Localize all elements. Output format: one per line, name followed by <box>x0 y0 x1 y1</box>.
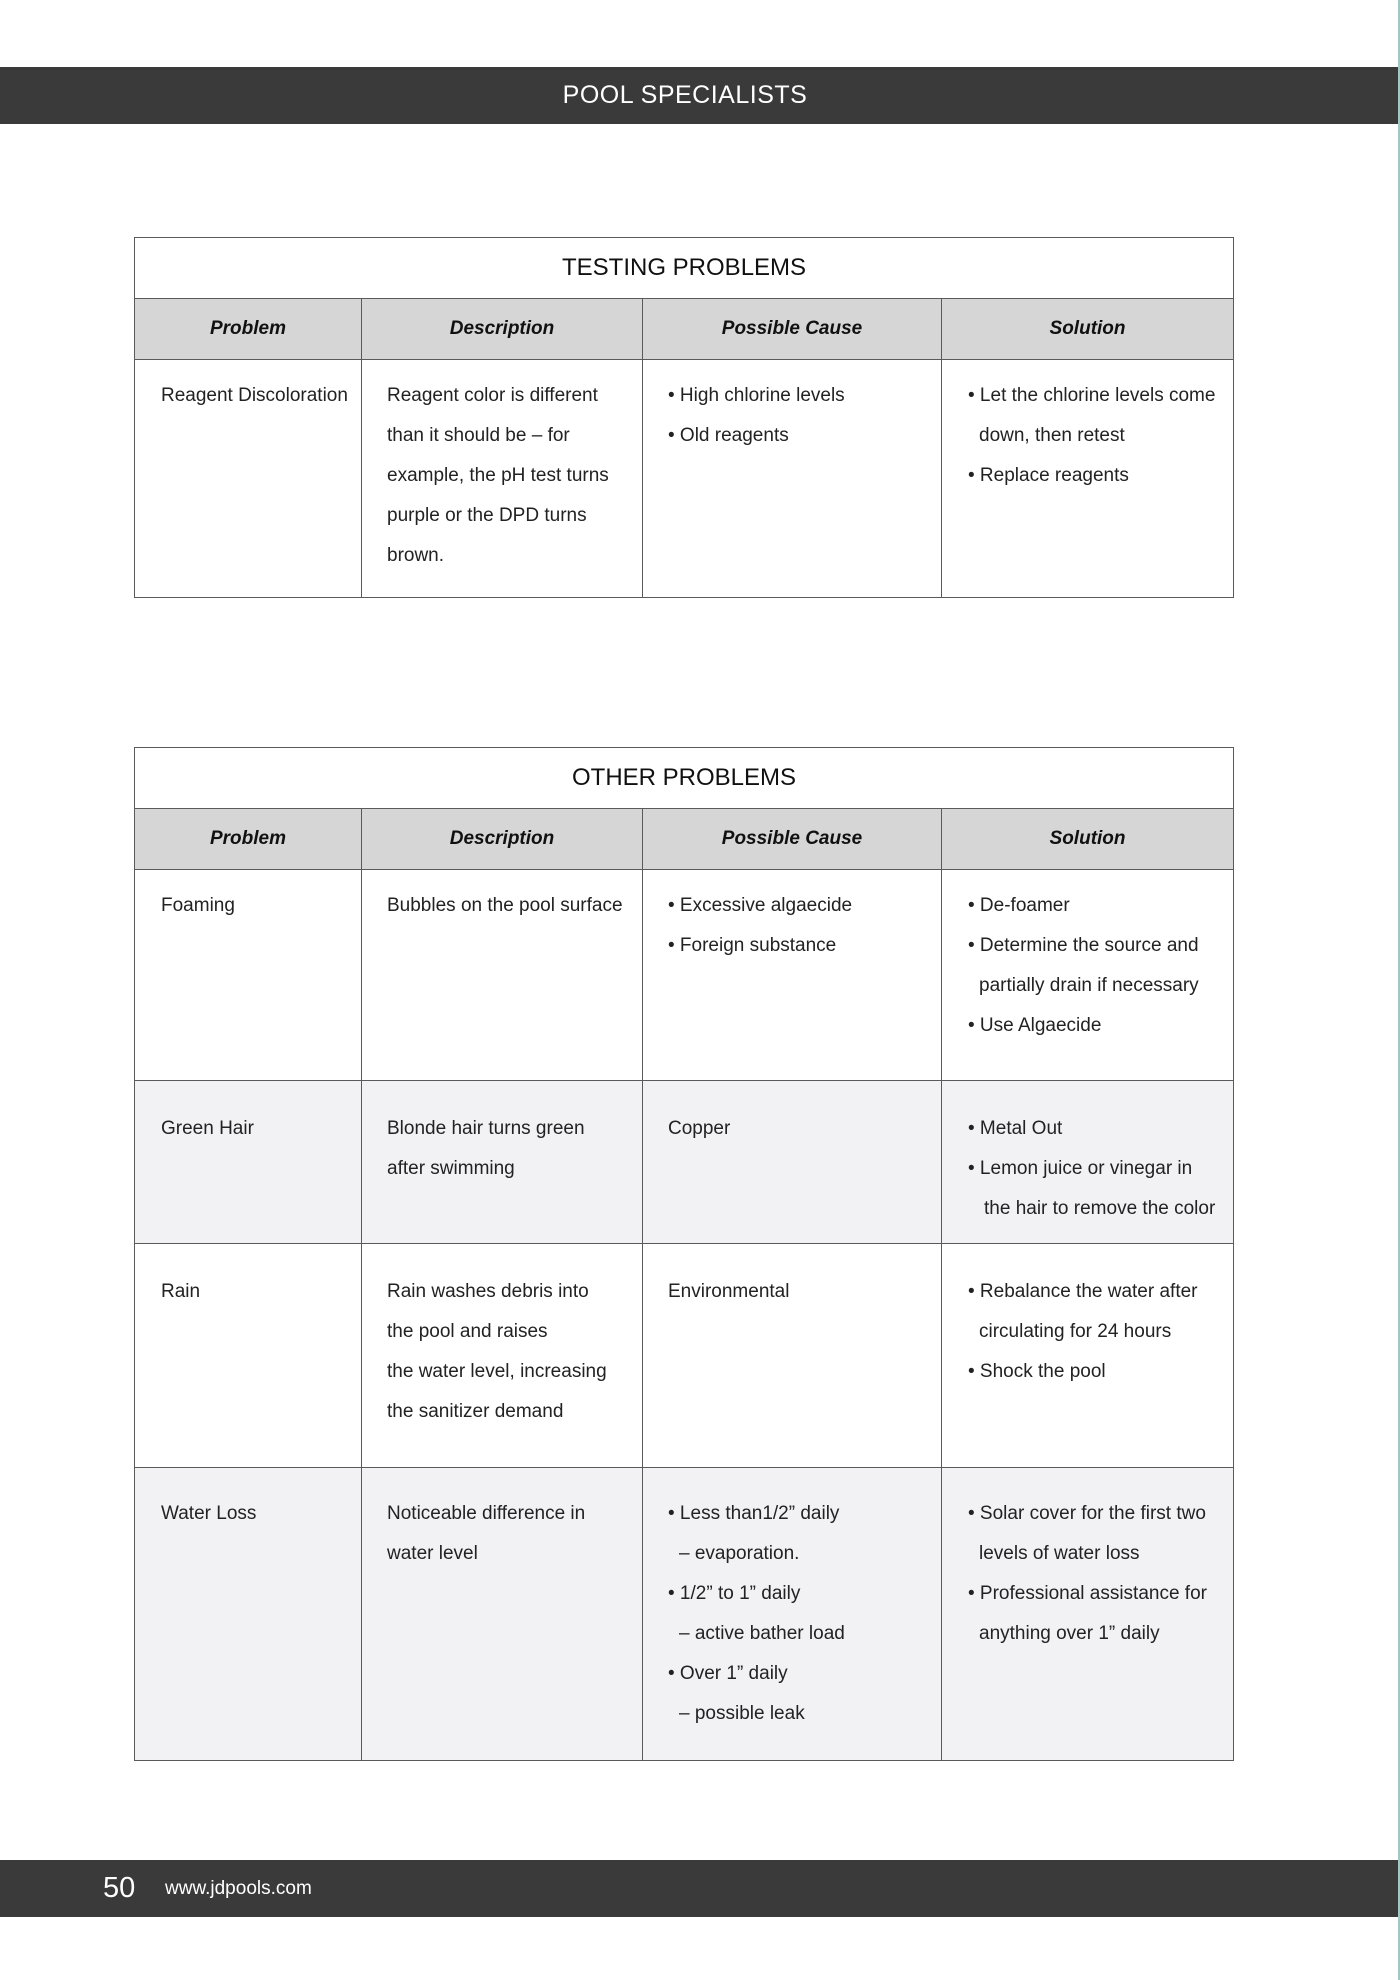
testing-table-title: TESTING PROBLEMS <box>135 238 1234 299</box>
solution-cell: • Let the chlorine levels come down, then retest • Replace reagents <box>942 360 1234 598</box>
description-cell: Bubbles on the pool surface <box>362 870 643 1081</box>
header-bar <box>0 67 1400 124</box>
column-header-description: Description <box>362 299 643 360</box>
column-header-solution: Solution <box>942 299 1234 360</box>
table-row <box>135 870 1234 1081</box>
solution-cell: • De-foamer • Determine the source and partially drain if necessary • Use Algaecide <box>942 870 1234 1081</box>
column-header-description: Description <box>362 809 643 870</box>
column-header-cause: Possible Cause <box>643 809 942 870</box>
solution-cell: • Rebalance the water after circulating for 24 hours • Shock the pool <box>942 1244 1234 1468</box>
problem-cell: Rain <box>135 1244 362 1468</box>
table-row <box>135 360 1234 598</box>
cause-cell: • High chlorine levels • Old reagents <box>643 360 942 598</box>
description-cell: Noticeable difference in water level <box>362 1468 643 1761</box>
cause-cell: Environmental <box>643 1244 942 1468</box>
column-header-problem: Problem <box>135 299 362 360</box>
solution-cell: • Solar cover for the first two levels of water loss • Professional assistance for anything over 1” daily <box>942 1468 1234 1761</box>
table-row <box>135 1468 1234 1761</box>
description-cell: Rain washes debris into the pool and raises the water level, increasing the sanitizer demand <box>362 1244 643 1468</box>
column-header-problem: Problem <box>135 809 362 870</box>
cause-cell: Copper <box>643 1081 942 1244</box>
cause-cell: • Less than1/2” daily – evaporation. • 1/2” to 1” daily – active bather load • Over 1” daily – possible leak <box>643 1468 942 1761</box>
footer-bar <box>0 1860 1400 1917</box>
testing-problems-table <box>134 237 1234 598</box>
description-cell: Blonde hair turns green after swimming <box>362 1081 643 1244</box>
problem-cell: Foaming <box>135 870 362 1081</box>
problem-cell: Reagent Discoloration <box>135 360 362 598</box>
column-header-solution: Solution <box>942 809 1234 870</box>
problem-cell: Green Hair <box>135 1081 362 1244</box>
other-problems-table <box>134 747 1234 1761</box>
solution-cell: • Metal Out • Lemon juice or vinegar in the hair to remove the color <box>942 1081 1234 1244</box>
page-number: 50 <box>103 1872 136 1904</box>
description-cell: Reagent color is different than it should be – for example, the pH test turns purple or the DPD turns brown. <box>362 360 643 598</box>
other-table-title: OTHER PROBLEMS <box>135 748 1234 809</box>
cause-cell: • Excessive algaecide • Foreign substance <box>643 870 942 1081</box>
header-title: POOL SPECIALISTS <box>562 81 808 109</box>
footer-url[interactable]: www.jdpools.com <box>165 1877 312 1899</box>
table-row <box>135 1244 1234 1468</box>
table-row <box>135 1081 1234 1244</box>
problem-cell: Water Loss <box>135 1468 362 1761</box>
column-header-cause: Possible Cause <box>643 299 942 360</box>
